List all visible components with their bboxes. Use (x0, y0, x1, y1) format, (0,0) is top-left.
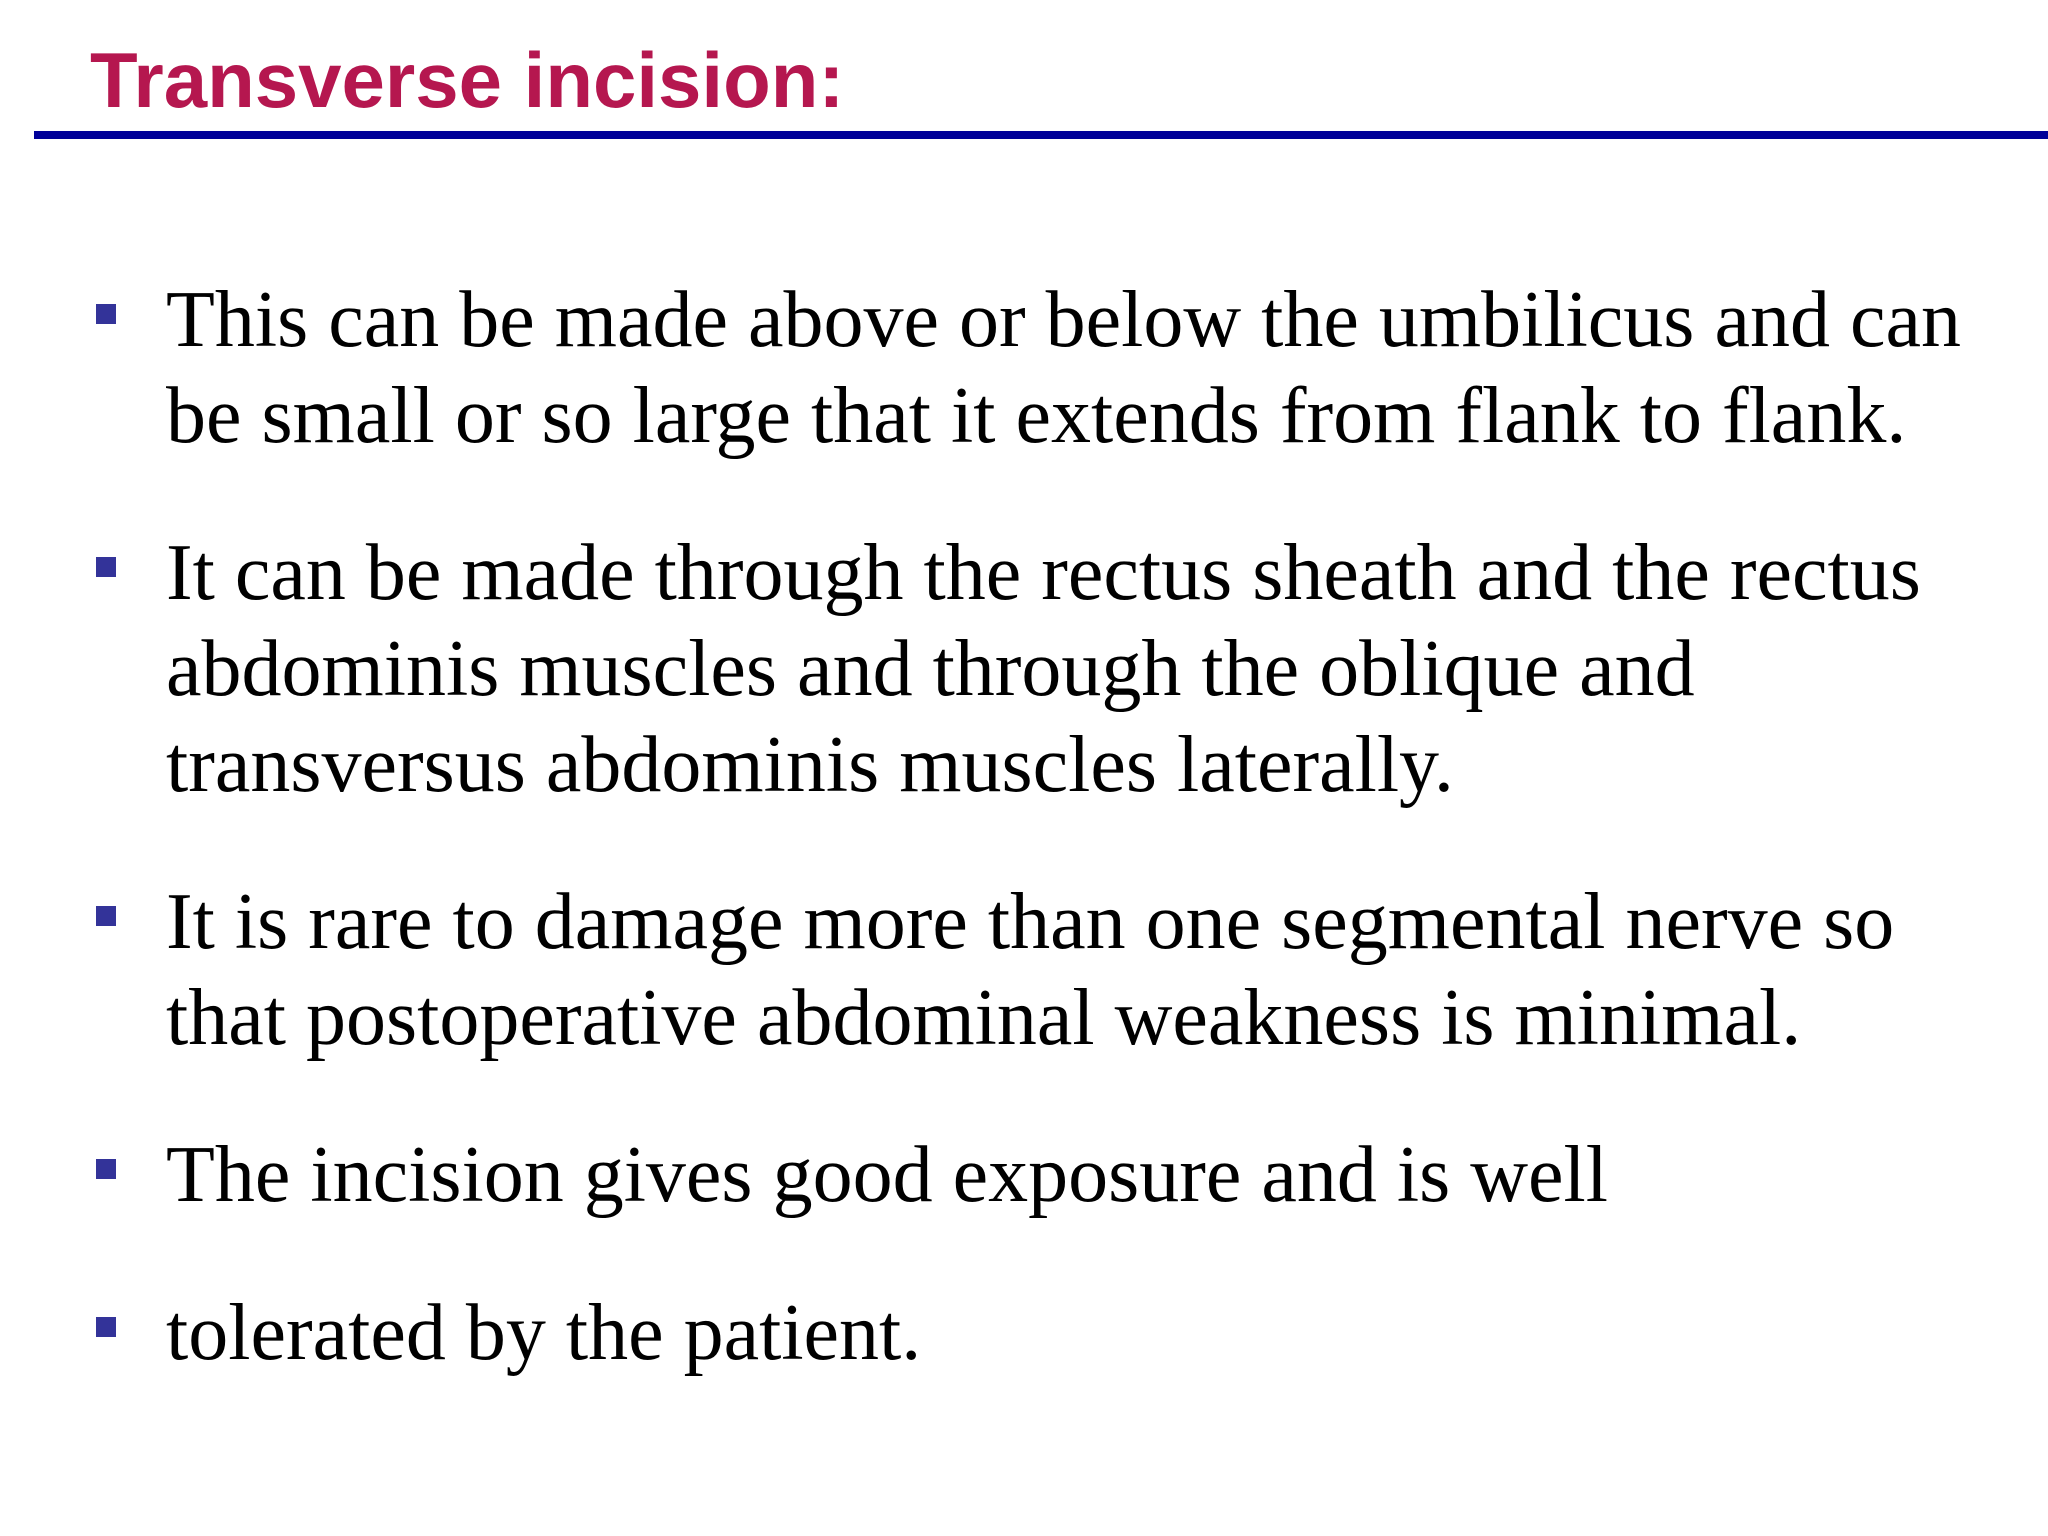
square-bullet-icon (96, 1159, 116, 1179)
bullet-text: The incision gives good exposure and is well (166, 1131, 1608, 1219)
square-bullet-icon (96, 906, 116, 926)
bullet-text: It can be made through the rectus sheath and the rectus abdominis muscles and through the oblique and transversus abdominis muscles laterally. (166, 529, 1921, 809)
slide-title: Transverse incision: (90, 36, 845, 124)
square-bullet-icon (96, 1317, 116, 1337)
bullet-text: It is rare to damage more than one segmental nerve so that postoperative abdominal weakness is minimal. (166, 878, 1895, 1062)
bullet-text: This can be made above or below the umbilicus and can be small or so large that it extends from flank to flank. (166, 276, 1961, 460)
title-underline (34, 131, 2048, 139)
square-bullet-icon (96, 557, 116, 577)
bullet-text: tolerated by the patient. (166, 1289, 922, 1377)
square-bullet-icon (96, 304, 116, 324)
